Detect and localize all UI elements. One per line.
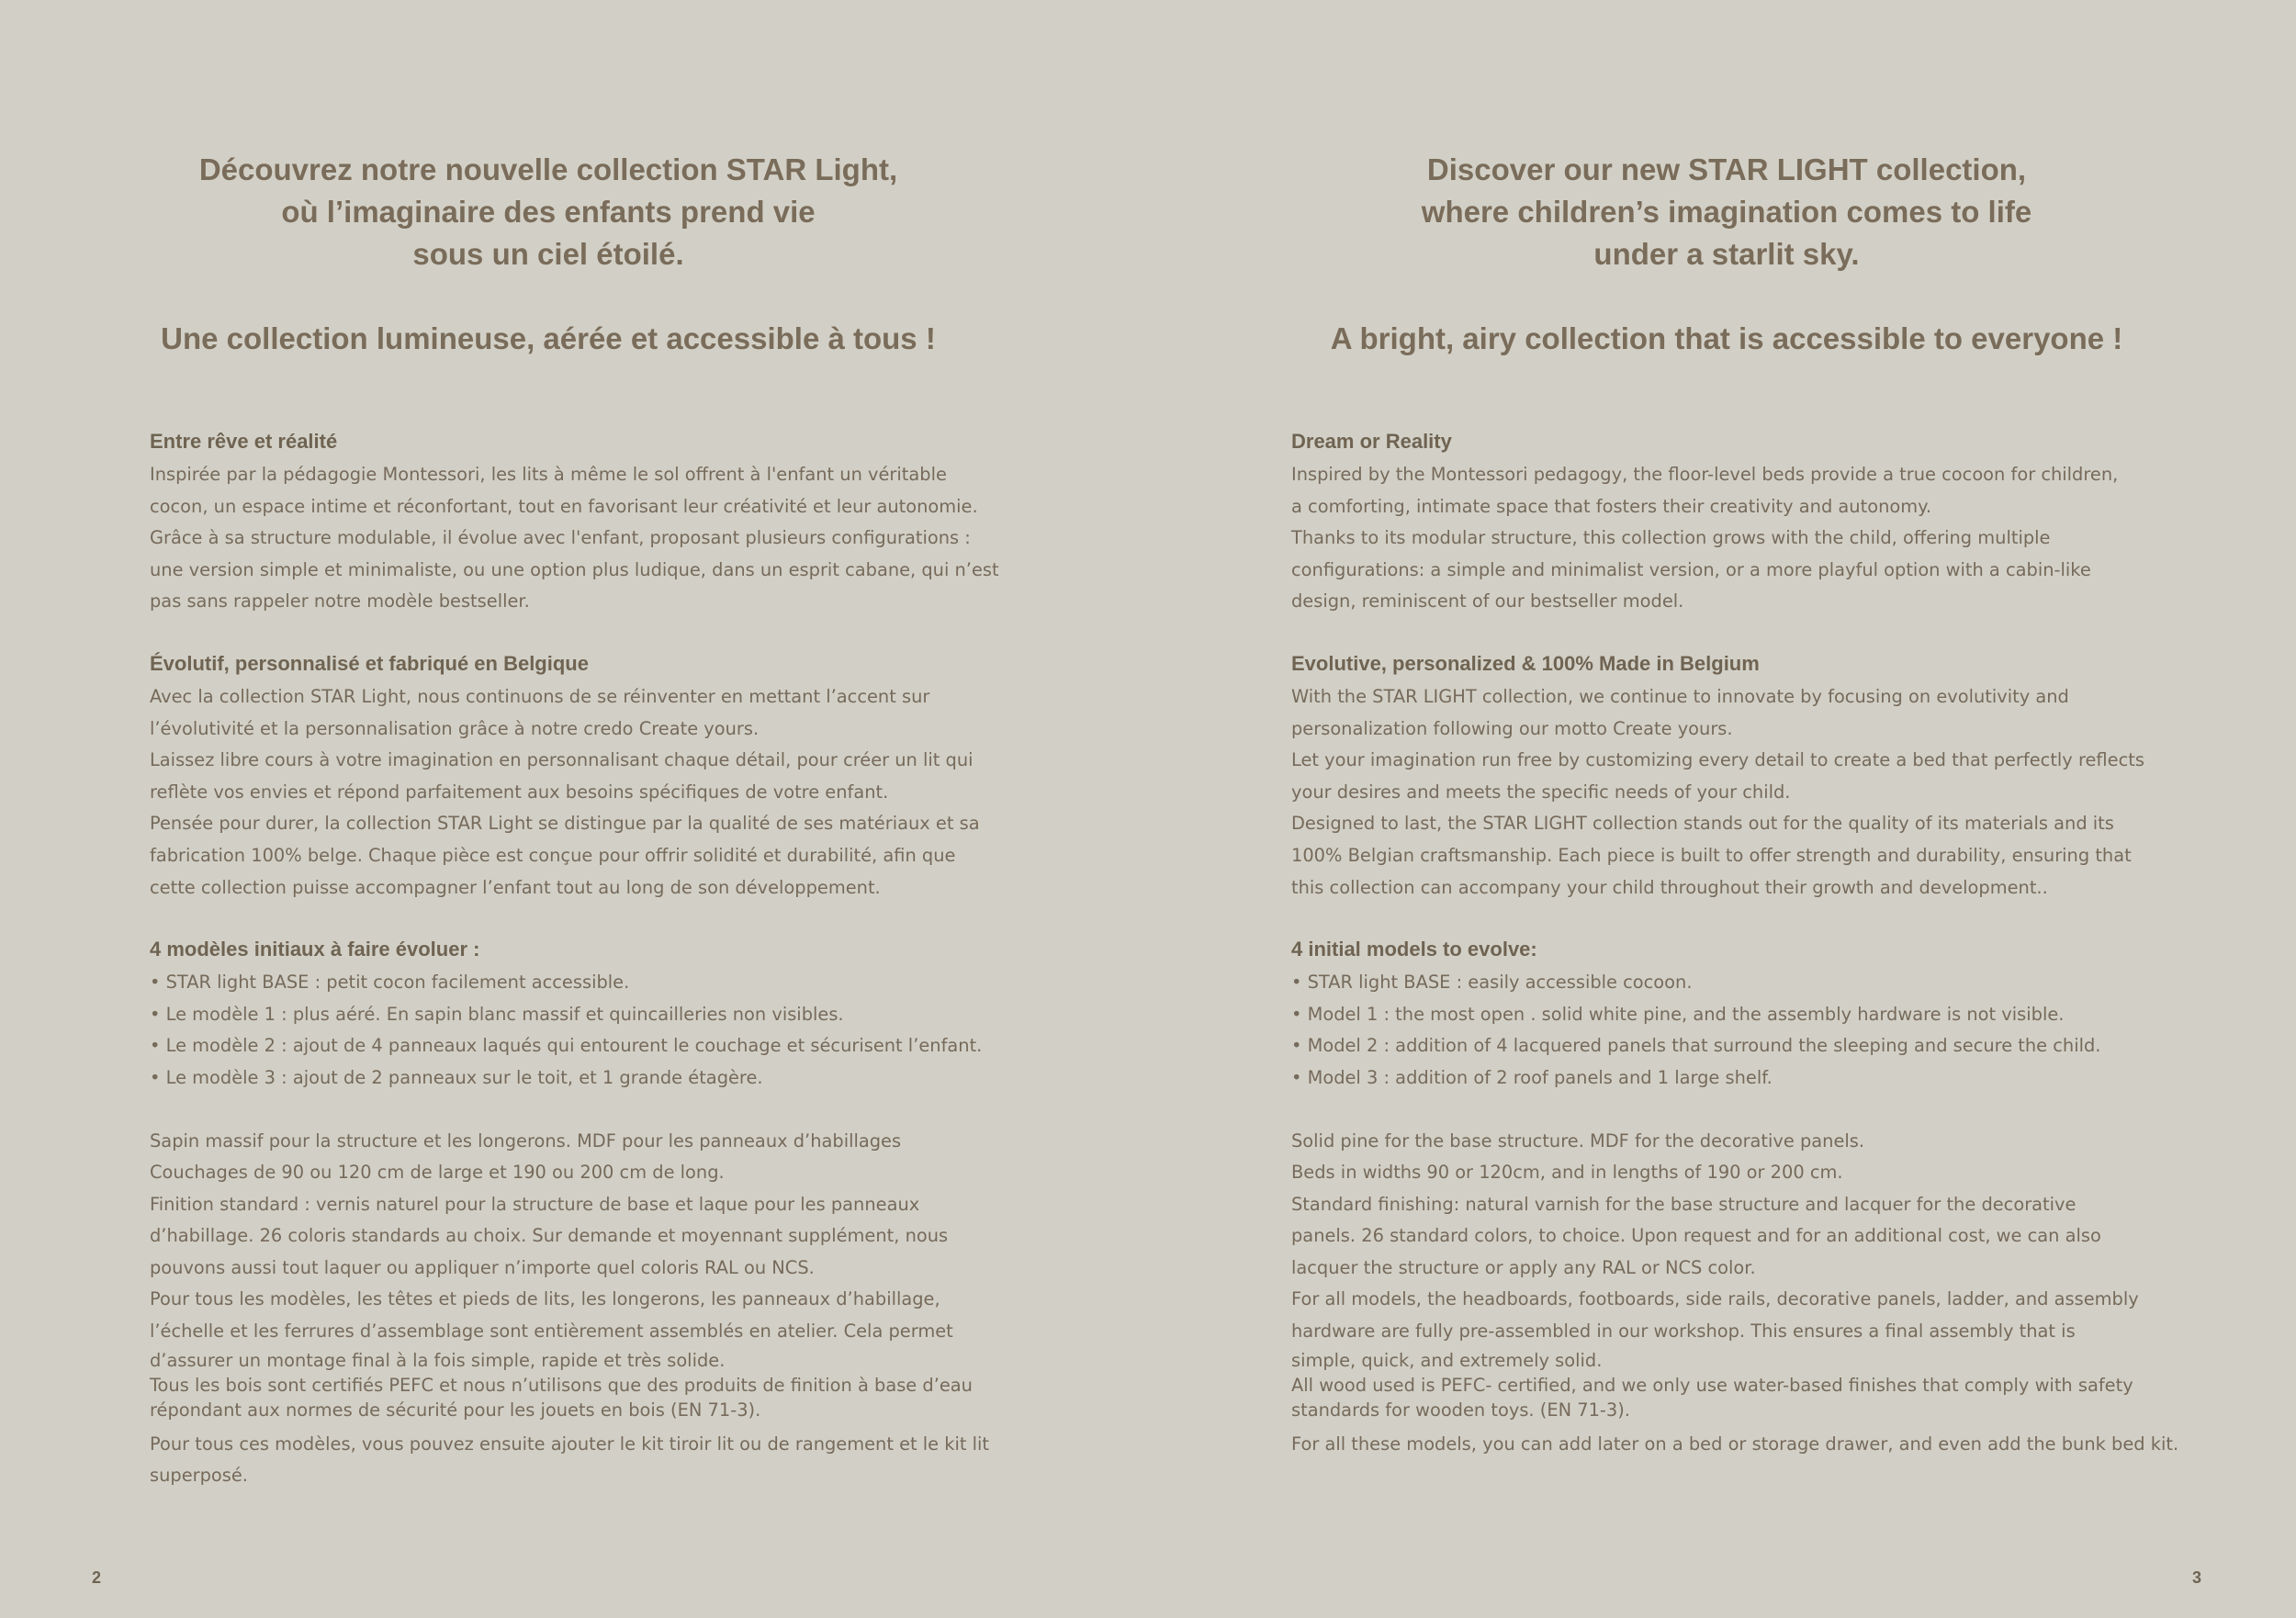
cert-line: Tous les bois sont certifiés PEFC et nous n’utilisons que des produits de finition à base d’eau bbox=[150, 1374, 973, 1396]
specs-block bbox=[1291, 1126, 2173, 1373]
certification-block bbox=[150, 1373, 1031, 1422]
page-number: 2 bbox=[92, 1568, 102, 1587]
paragraph-line: a comforting, intimate space that fosters their creativity and autonomy. bbox=[1291, 495, 1931, 517]
section-title: Entre rêve et réalité bbox=[150, 430, 338, 453]
paragraph-line: design, reminiscent of our bestseller model. bbox=[1291, 590, 1684, 612]
paragraph-line: Pensée pour durer, la collection STAR Light se distingue par la qualité de ses matériaux et sa bbox=[150, 813, 980, 835]
paragraph-line: this collection can accompany your child throughout their growth and development.. bbox=[1291, 876, 2048, 898]
section-dream-reality bbox=[150, 424, 1031, 618]
specs-block bbox=[150, 1126, 1031, 1373]
specs-line: d’habillage. 26 coloris standards au choix. Sur demande et moyennant supplément, nous bbox=[150, 1225, 949, 1247]
paragraph-line: Inspired by the Montessori pedagogy, the floor-level beds provide a true cocoon for children, bbox=[1291, 464, 2119, 485]
page-heading bbox=[1267, 149, 2186, 360]
specs-line: Couchages de 90 ou 120 cm de large et 190 ou 200 cm de long. bbox=[150, 1162, 725, 1184]
specs-line: pouvons aussi tout laquer ou appliquer n’importe quel coloris RAL ou NCS. bbox=[150, 1256, 815, 1278]
section-models bbox=[150, 932, 1031, 1094]
final-note bbox=[150, 1429, 1031, 1492]
paragraph-line: 100% Belgian craftsmanship. Each piece is built to offer strength and durability, ensuring that bbox=[1291, 844, 2132, 866]
heading-line: Discover our new STAR LIGHT collection, bbox=[1426, 152, 2027, 186]
model-list-item: • STAR light BASE : petit cocon facilement accessible. bbox=[150, 972, 630, 994]
final-line: Pour tous ces modèles, vous pouvez ensuite ajouter le kit tiroir lit ou de rangement et le kit lit bbox=[150, 1433, 990, 1455]
specs-line: simple, quick, and extremely solid. bbox=[1291, 1349, 1603, 1371]
section-dream-reality bbox=[1291, 424, 2173, 618]
specs-line: Beds in widths 90 or 120cm, and in lengths of 190 or 200 cm. bbox=[1291, 1162, 1843, 1184]
specs-line: Pour tous les modèles, les têtes et pieds de lits, les longerons, les panneaux d’habillage, bbox=[150, 1288, 940, 1310]
paragraph-line: Thanks to its modular structure, this collection grows with the child, offering multiple bbox=[1291, 527, 2051, 549]
right-page bbox=[1148, 0, 2296, 1618]
model-list-item: • Le modèle 3 : ajout de 2 panneaux sur le toit, et 1 grande étagère. bbox=[150, 1066, 763, 1088]
heading-line: Découvrez notre nouvelle collection STAR Light, bbox=[198, 152, 898, 186]
cert-line: All wood used is PEFC- certified, and we only use water-based finishes that comply with safety bbox=[1291, 1374, 2133, 1396]
section-title: Evolutive, personalized & 100% Made in Belgium bbox=[1291, 651, 1760, 675]
specs-line: hardware are fully pre-assembled in our workshop. This ensures a final assembly that is bbox=[1291, 1320, 2076, 1343]
section-title: 4 modèles initiaux à faire évoluer : bbox=[150, 938, 480, 961]
section-evolutive bbox=[1291, 646, 2173, 904]
specs-line: Sapin massif pour la structure et les longerons. MDF pour les panneaux d’habillages bbox=[150, 1129, 902, 1152]
final-note bbox=[1291, 1429, 2179, 1461]
cert-line: standards for wooden toys. (EN 71-3). bbox=[1291, 1399, 1630, 1421]
paragraph-line: fabrication 100% belge. Chaque pièce est conçue pour offrir solidité et durabilité, afin que bbox=[150, 844, 956, 866]
paragraph-line: pas sans rappeler notre modèle bestseller. bbox=[150, 590, 530, 612]
heading-line: under a starlit sky. bbox=[1593, 237, 1860, 271]
specs-line: Standard finishing: natural varnish for the base structure and lacquer for the decorative bbox=[1291, 1193, 2077, 1215]
model-list-item: • Le modèle 2 : ajout de 4 panneaux laqués qui entourent le couchage et sécurisent l’enfant. bbox=[150, 1035, 983, 1057]
model-list-item: • Model 2 : addition of 4 lacquered panels that surround the sleeping and secure the child. bbox=[1291, 1035, 2101, 1057]
paragraph-line: With the STAR LIGHT collection, we continue to innovate by focusing on evolutivity and bbox=[1291, 685, 2069, 707]
specs-line: panels. 26 standard colors, to choice. Upon request and for an additional cost, we can also bbox=[1291, 1225, 2101, 1247]
tagline: A bright, airy collection that is accessible to everyone ! bbox=[1330, 321, 2123, 355]
paragraph-line: cette collection puisse accompagner l’enfant tout au long de son développement. bbox=[150, 876, 881, 898]
specs-line: For all models, the headboards, footboards, side rails, decorative panels, ladder, and assembly bbox=[1291, 1288, 2139, 1310]
paragraph-line: your desires and meets the specific needs of your child. bbox=[1291, 781, 1791, 803]
section-models bbox=[1291, 932, 2173, 1094]
heading-line: where children’s imagination comes to life bbox=[1421, 195, 2032, 229]
section-title: 4 initial models to evolve: bbox=[1291, 938, 1537, 961]
paragraph-line: personalization following our motto Create yours. bbox=[1291, 717, 1733, 739]
specs-line: Finition standard : vernis naturel pour la structure de base et laque pour les panneaux bbox=[150, 1193, 920, 1215]
paragraph-line: l’évolutivité et la personnalisation grâce à notre credo Create yours. bbox=[150, 717, 760, 739]
heading-line: sous un ciel étoilé. bbox=[412, 237, 684, 271]
cert-line: répondant aux normes de sécurité pour les jouets en bois (EN 71-3). bbox=[150, 1399, 761, 1421]
heading-line: où l’imaginaire des enfants prend vie bbox=[281, 195, 816, 229]
model-list-item: • Model 1 : the most open . solid white pine, and the assembly hardware is not visible. bbox=[1291, 1003, 2065, 1025]
certification-block bbox=[1291, 1373, 2173, 1422]
paragraph-line: Laissez libre cours à votre imagination en personnalisant chaque détail, pour créer un lit qui bbox=[150, 749, 974, 771]
section-title: Dream or Reality bbox=[1291, 430, 1452, 453]
specs-line: lacquer the structure or apply any RAL or NCS color. bbox=[1291, 1256, 1756, 1278]
final-line: For all these models, you can add later on a bed or storage drawer, and even add the bunk bed kit. bbox=[1291, 1433, 2179, 1455]
section-title: Évolutif, personnalisé et fabriqué en Belgique bbox=[150, 651, 589, 675]
tagline: Une collection lumineuse, aérée et accessible à tous ! bbox=[161, 321, 936, 355]
model-list-item: • Model 3 : addition of 2 roof panels and 1 large shelf. bbox=[1291, 1066, 1773, 1088]
paragraph-line: Designed to last, the STAR LIGHT collection stands out for the quality of its materials and its bbox=[1291, 813, 2114, 835]
paragraph-line: configurations: a simple and minimalist version, or a more playful option with a cabin-like bbox=[1291, 558, 2091, 580]
section-evolutive bbox=[150, 646, 1031, 904]
page-number: 3 bbox=[2192, 1568, 2202, 1587]
model-list-item: • STAR light BASE : easily accessible cocoon. bbox=[1291, 972, 1693, 994]
body-text bbox=[150, 424, 1031, 1492]
paragraph-line: Grâce à sa structure modulable, il évolue avec l'enfant, proposant plusieurs configurations : bbox=[150, 527, 971, 549]
paragraph-line: Let your imagination run free by customizing every detail to create a bed that perfectly reflects bbox=[1291, 749, 2144, 771]
paragraph-line: Inspirée par la pédagogie Montessori, les lits à même le sol offrent à l'enfant un véritable bbox=[150, 464, 947, 485]
specs-line: d’assurer un montage final à la fois simple, rapide et très solide. bbox=[150, 1349, 726, 1371]
page-heading bbox=[89, 149, 1007, 360]
final-line: superposé. bbox=[150, 1465, 248, 1487]
specs-line: Solid pine for the base structure. MDF for the decorative panels. bbox=[1291, 1129, 1865, 1152]
paragraph-line: reflète vos envies et répond parfaitement aux besoins spécifiques de votre enfant. bbox=[150, 781, 889, 803]
specs-line: l’échelle et les ferrures d’assemblage sont entièrement assemblés en atelier. Cela permet bbox=[150, 1320, 953, 1343]
body-text bbox=[1291, 424, 2179, 1460]
model-list-item: • Le modèle 1 : plus aéré. En sapin blanc massif et quincailleries non visibles. bbox=[150, 1003, 844, 1025]
paragraph-line: cocon, un espace intime et réconfortant, tout en favorisant leur créativité et leur autonomie. bbox=[150, 495, 978, 517]
paragraph-line: Avec la collection STAR Light, nous continuons de se réinventer en mettant l’accent sur bbox=[150, 685, 930, 707]
paragraph-line: une version simple et minimaliste, ou une option plus ludique, dans un esprit cabane, qui n’est bbox=[150, 558, 999, 580]
